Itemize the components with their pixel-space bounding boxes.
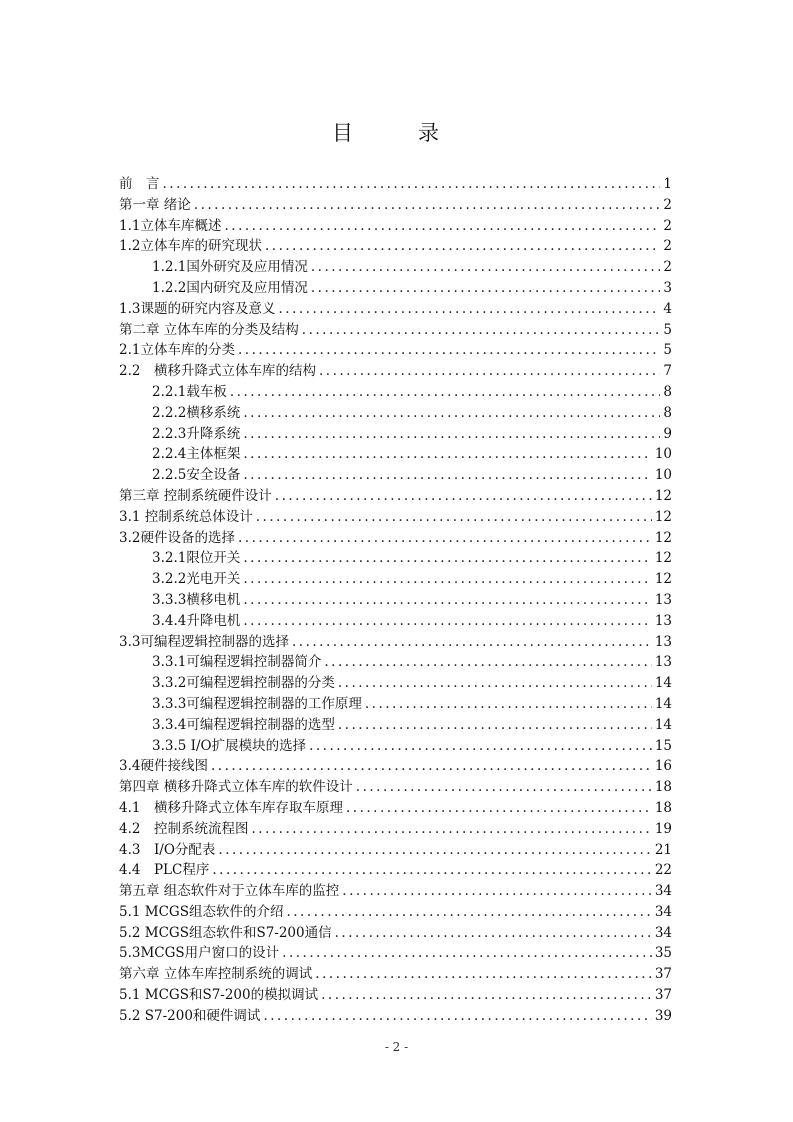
toc-entry-title: 5.2 S7-200和硬件调试	[119, 1007, 261, 1024]
toc-leader-dots	[311, 257, 661, 278]
toc-entry-title: 1.2立体车库的研究现状	[119, 238, 262, 255]
toc-entry[interactable]	[119, 902, 672, 923]
toc-entry-page: 2	[663, 196, 672, 213]
toc-entry[interactable]	[119, 881, 672, 902]
toc-entry-title: 5.3MCGS用户窗口的设计	[119, 945, 280, 962]
toc-leader-dots	[265, 236, 660, 257]
toc-entry-page: 13	[654, 633, 672, 650]
table-of-contents	[119, 174, 672, 1027]
toc-entry[interactable]	[119, 299, 672, 320]
toc-entry-title: 3.4硬件接线图	[119, 758, 208, 775]
toc-entry-page: 14	[654, 675, 672, 692]
toc-entry-page: 34	[654, 903, 672, 920]
toc-entry[interactable]	[119, 548, 672, 569]
toc-entry-page: 14	[654, 695, 672, 712]
toc-leader-dots	[275, 486, 652, 507]
toc-entry[interactable]	[119, 465, 672, 486]
toc-entry-page: 34	[654, 924, 672, 941]
toc-entry-page: 16	[654, 758, 672, 775]
toc-leader-dots	[218, 840, 651, 861]
toc-entry-page: 39	[654, 1007, 672, 1024]
toc-entry-page: 15	[654, 737, 672, 754]
toc-entry[interactable]	[119, 278, 672, 299]
page-title: 目 录	[332, 121, 461, 145]
toc-entry[interactable]	[119, 736, 672, 757]
toc-entry[interactable]	[119, 528, 672, 549]
toc-entry[interactable]	[119, 382, 672, 403]
toc-entry-title: 2.2.4主体框架	[152, 446, 241, 463]
toc-entry-title: 3.3.5 I/O扩展模块的选择	[152, 737, 307, 754]
toc-entry[interactable]	[119, 923, 672, 944]
toc-entry[interactable]	[119, 257, 672, 278]
toc-entry[interactable]	[119, 777, 672, 798]
toc-leader-dots	[243, 548, 651, 569]
toc-entry-page: 8	[663, 404, 672, 421]
toc-entry-title: 3.2硬件设备的选择	[119, 529, 235, 546]
toc-entry-page: 10	[654, 467, 672, 484]
toc-entry-title: 2.2 横移升降式立体车库的结构	[119, 363, 316, 380]
toc-entry[interactable]	[119, 611, 672, 632]
toc-entry[interactable]	[119, 964, 672, 985]
toc-entry-title: 3.3.3可编程逻辑控制器的工作原理	[152, 695, 362, 712]
toc-entry[interactable]	[119, 756, 672, 777]
toc-entry-title: 3.4.4升降电机	[152, 612, 241, 629]
toc-leader-dots	[311, 278, 661, 299]
toc-entry-title: 第四章 横移升降式立体车库的软件设计	[119, 779, 353, 796]
toc-leader-dots	[238, 340, 660, 361]
toc-entry[interactable]	[119, 819, 672, 840]
toc-entry-page: 12	[654, 550, 672, 567]
toc-entry[interactable]	[119, 1006, 672, 1027]
toc-entry-title: 2.2.1载车板	[152, 383, 227, 400]
toc-entry-page: 10	[654, 446, 672, 463]
toc-leader-dots	[230, 382, 661, 403]
toc-entry[interactable]	[119, 860, 672, 881]
toc-entry[interactable]	[119, 673, 672, 694]
toc-entry-title: 第三章 控制系统硬件设计	[119, 487, 272, 504]
toc-leader-dots	[211, 756, 652, 777]
toc-entry-title: 3.3可编程逻辑控制器的选择	[119, 633, 289, 650]
toc-entry[interactable]	[119, 694, 672, 715]
toc-entry-title: 第二章 立体车库的分类及结构	[119, 321, 299, 338]
toc-leader-dots	[243, 569, 651, 590]
toc-entry[interactable]	[119, 195, 672, 216]
toc-entry-title: 1.2.1国外研究及应用情况	[152, 259, 308, 276]
toc-entry-page: 35	[654, 945, 672, 962]
toc-entry[interactable]	[119, 652, 672, 673]
page-number-footer: - 2 -	[384, 1040, 409, 1054]
toc-leader-dots	[243, 444, 651, 465]
toc-entry[interactable]	[119, 715, 672, 736]
toc-leader-dots	[282, 943, 652, 964]
toc-entry-page: 37	[654, 987, 672, 1004]
toc-entry[interactable]	[119, 403, 672, 424]
toc-entry-title: 第五章 组态软件对于立体车库的监控	[119, 883, 340, 900]
toc-leader-dots	[243, 590, 651, 611]
toc-leader-dots	[292, 632, 652, 653]
toc-entry-title: 1.1立体车库概述	[119, 217, 222, 234]
toc-entry-page: 18	[654, 779, 672, 796]
toc-leader-dots	[315, 964, 652, 985]
toc-leader-dots	[356, 777, 652, 798]
toc-entry[interactable]	[119, 985, 672, 1006]
toc-entry[interactable]	[119, 632, 672, 653]
toc-entry-title: 1.2.2国内研究及应用情况	[152, 279, 308, 296]
toc-entry-title: 3.2.1限位开关	[152, 550, 241, 567]
toc-entry-title: 4.1 横移升降式立体车库存取车原理	[119, 799, 343, 816]
toc-entry-title: 4.2 控制系统流程图	[119, 820, 249, 837]
toc-entry[interactable]	[119, 486, 672, 507]
toc-entry-page: 19	[654, 820, 672, 837]
toc-entry-page: 37	[654, 966, 672, 983]
toc-entry-title: 3.3.3横移电机	[152, 591, 241, 608]
toc-entry-title: 3.2.2光电开关	[152, 571, 241, 588]
toc-entry-title: 3.3.1可编程逻辑控制器简介	[152, 654, 322, 671]
toc-entry[interactable]	[119, 444, 672, 465]
toc-entry-page: 14	[654, 716, 672, 733]
toc-entry-page: 13	[654, 612, 672, 629]
toc-leader-dots	[338, 673, 652, 694]
toc-leader-dots	[263, 1006, 651, 1027]
toc-leader-dots	[342, 881, 652, 902]
toc-entry-page: 9	[663, 425, 672, 442]
toc-entry-page: 12	[654, 571, 672, 588]
toc-leader-dots	[243, 611, 651, 632]
toc-leader-dots	[309, 736, 652, 757]
toc-leader-dots	[324, 652, 651, 673]
toc-entry-page: 12	[654, 487, 672, 504]
toc-entry-title: 3.1 控制系统总体设计	[119, 508, 253, 525]
toc-leader-dots	[338, 715, 652, 736]
toc-entry[interactable]	[119, 569, 672, 590]
toc-entry-title: 4.3 I/O分配表	[119, 841, 216, 858]
toc-entry[interactable]	[119, 174, 672, 195]
toc-leader-dots	[319, 361, 660, 382]
toc-entry-page: 3	[663, 279, 672, 296]
toc-entry[interactable]	[119, 840, 672, 861]
toc-entry-page: 2	[663, 238, 672, 255]
toc-leader-dots	[163, 174, 661, 195]
toc-leader-dots	[321, 985, 652, 1006]
toc-entry-page: 1	[663, 176, 672, 192]
toc-leader-dots	[256, 507, 652, 528]
toc-entry-page: 12	[654, 529, 672, 546]
toc-entry-title: 第六章 立体车库控制系统的调试	[119, 966, 313, 983]
toc-leader-dots	[302, 320, 661, 341]
toc-leader-dots	[243, 424, 660, 445]
toc-leader-dots	[243, 465, 651, 486]
toc-leader-dots	[243, 403, 660, 424]
toc-leader-dots	[238, 528, 652, 549]
toc-entry-title: 5.1 MCGS组态软件的介绍	[119, 903, 284, 920]
toc-entry-page: 22	[654, 862, 672, 879]
toc-entry-title: 1.3课题的研究内容及意义	[119, 300, 276, 317]
toc-entry-page: 13	[654, 591, 672, 608]
toc-entry-title: 4.4 PLC程序	[119, 862, 210, 879]
toc-entry-page: 2	[663, 259, 672, 276]
toc-entry-title: 3.3.2可编程逻辑控制器的分类	[152, 675, 335, 692]
toc-entry-title: 2.1立体车库的分类	[119, 342, 235, 359]
toc-entry[interactable]	[119, 236, 672, 257]
toc-entry[interactable]	[119, 320, 672, 341]
toc-entry[interactable]	[119, 424, 672, 445]
toc-entry-title: 2.2.2横移系统	[152, 404, 241, 421]
toc-entry-page: 7	[663, 363, 672, 380]
toc-leader-dots	[251, 819, 651, 840]
toc-entry-page: 2	[663, 217, 672, 234]
toc-entry-page: 13	[654, 654, 672, 671]
toc-entry[interactable]	[119, 361, 672, 382]
toc-entry-page: 12	[654, 508, 672, 525]
toc-leader-dots	[335, 923, 652, 944]
toc-entry-title: 3.3.4可编程逻辑控制器的选型	[152, 716, 335, 733]
toc-entry-page: 4	[663, 300, 672, 317]
toc-entry-page: 34	[654, 883, 672, 900]
toc-entry-page: 18	[654, 799, 672, 816]
toc-entry[interactable]	[119, 943, 672, 964]
toc-leader-dots	[194, 195, 661, 216]
toc-entry[interactable]	[119, 340, 672, 361]
toc-leader-dots	[365, 694, 652, 715]
toc-entry-title: 2.2.3升降系统	[152, 425, 241, 442]
toc-entry-title: 第一章 绪论	[119, 196, 191, 213]
toc-entry-page: 8	[663, 383, 672, 400]
toc-entry-title: 2.2.5安全设备	[152, 467, 241, 484]
toc-leader-dots	[212, 860, 651, 881]
toc-leader-dots	[224, 216, 660, 237]
toc-entry-page: 5	[663, 342, 672, 359]
toc-leader-dots	[286, 902, 651, 923]
toc-entry-title: 前 言	[119, 176, 160, 192]
toc-entry-title: 5.1 MCGS和S7-200的模拟调试	[119, 987, 319, 1004]
toc-entry[interactable]	[119, 507, 672, 528]
toc-entry[interactable]	[119, 798, 672, 819]
toc-entry-title: 5.2 MCGS组态软件和S7-200通信	[119, 924, 332, 941]
toc-leader-dots	[346, 798, 652, 819]
toc-leader-dots	[278, 299, 660, 320]
toc-entry[interactable]	[119, 216, 672, 237]
toc-entry[interactable]	[119, 590, 672, 611]
toc-entry-page: 5	[663, 321, 672, 338]
toc-entry-page: 21	[654, 841, 672, 858]
